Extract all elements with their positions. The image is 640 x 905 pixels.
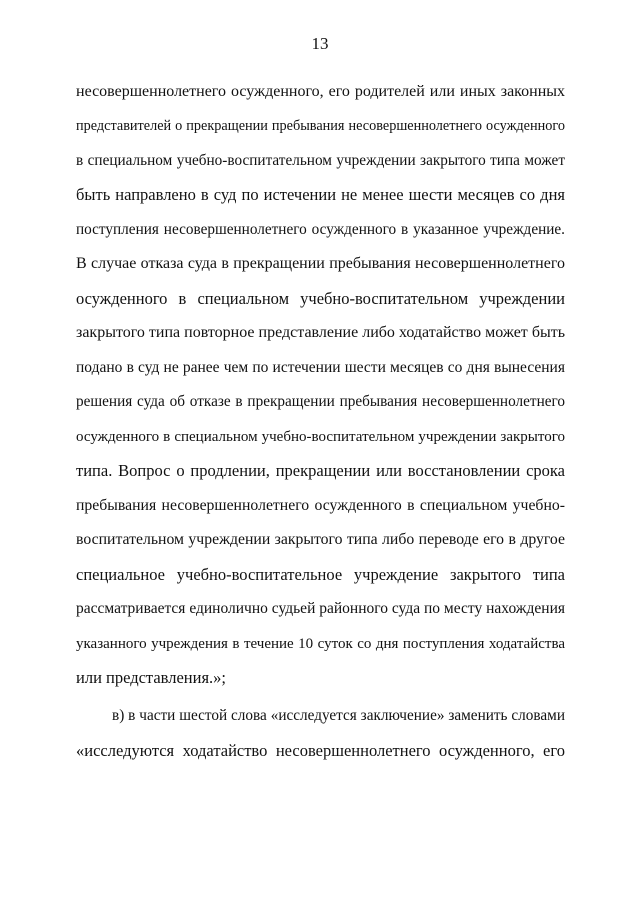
text-line-1: несовершеннолетнего осужденного, его родителей или иных законных — [76, 83, 565, 100]
text-line-5: поступления несовершеннолетнего осужденного в указанное учреждение. — [76, 221, 565, 238]
text-line-17: указанного учреждения в течение 10 суток со дня поступления ходатайства — [76, 636, 565, 652]
text-line-7: осужденного в специальном учебно-воспитательном учреждении — [76, 289, 565, 308]
text-line-16: рассматривается единолично судьей районного суда по месту нахождения — [76, 600, 565, 617]
text-line-12: типа. Вопрос о продлении, прекращении или восстановлении срока — [76, 461, 565, 480]
text-line-18: или представления.»; — [76, 668, 226, 687]
text-line-20: «исследуются ходатайство несовершеннолетнего осужденного, его — [76, 741, 565, 760]
text-line-14: воспитательном учреждении закрытого типа либо переводе его в другое — [76, 531, 565, 548]
text-line-19: в) в части шестой слова «исследуется заключение» заменить словами — [112, 707, 565, 724]
text-line-9: подано в суд не ранее чем по истечении шести месяцев со дня вынесения — [76, 359, 565, 376]
text-line-3: в специальном учебно-воспитательном учреждении закрытого типа может — [76, 152, 565, 169]
text-line-4: быть направлено в суд по истечении не менее шести месяцев со дня — [76, 185, 565, 204]
text-line-8: закрытого типа повторное представление либо ходатайство может быть — [76, 324, 565, 341]
text-line-6: В случае отказа суда в прекращении пребывания несовершеннолетнего — [76, 255, 565, 272]
text-line-2: представителей о прекращении пребывания несовершеннолетнего осужденного — [76, 118, 565, 134]
text-line-11: осужденного в специальном учебно-воспитательном учреждении закрытого — [76, 429, 565, 445]
text-line-15: специальное учебно-воспитательное учреждение закрытого типа — [76, 565, 565, 584]
text-line-10: решения суда об отказе в прекращении пребывания несовершеннолетнего — [76, 393, 565, 410]
text-line-13: пребывания несовершеннолетнего осужденного в специальном учебно- — [76, 497, 565, 514]
page-number: 13 — [311, 34, 329, 53]
